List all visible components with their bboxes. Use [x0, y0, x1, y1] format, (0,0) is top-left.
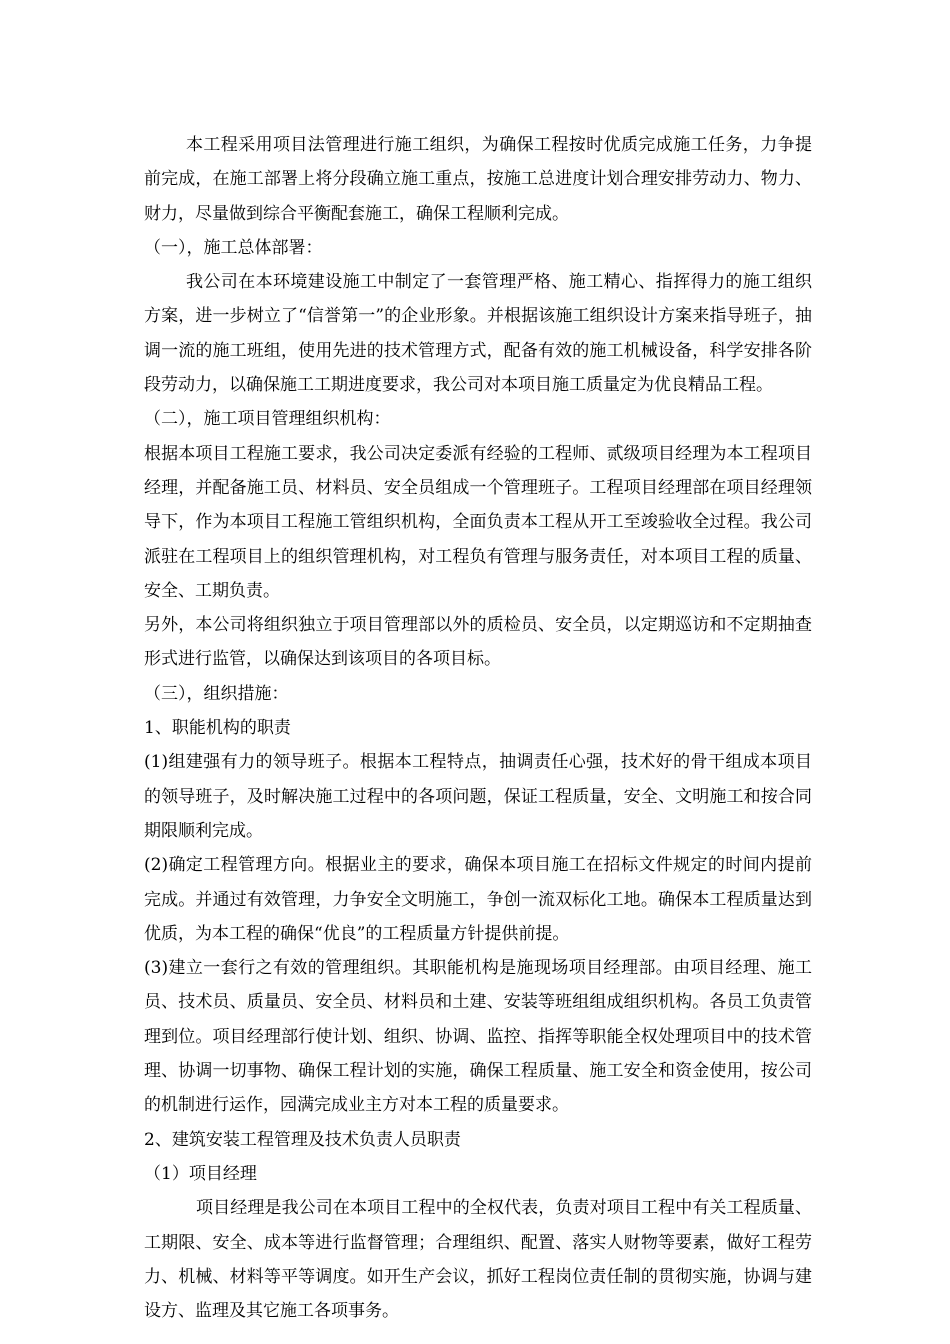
- intro-paragraph: 本工程采用项目法管理进行施工组织，为确保工程按时优质完成施工任务，力争提前完成，在施工部署上将分段确立施工重点，按施工总进度计划合理安排劳动力、物力、财力，尽量做到综合平衡配套施工，确保工程顺利完成。: [144, 135, 812, 224]
- duty-item-1: (1)组建强有力的领导班子。根据本工程特点，抽调责任心强，技术好的骨干组成本项目的领导班子，及时解决施工过程中的各项问题，保证工程质量，安全、文明施工和按合同期限顺利完成。: [144, 752, 812, 841]
- subheading-functional-duties: 1、职能机构的职责: [144, 718, 291, 739]
- duty-item-2: (2)确定工程管理方向。根据业主的要求，确保本项目施工在招标文件规定的时间内提前完成。并通过有效管理，力争安全文明施工，争创一流双标化工地。确保本工程质量达到优质，为本工程的确保“优良”的工程质量方针提供前提。: [144, 855, 812, 944]
- duty-item-3: (3)建立一套行之有效的管理组织。其职能机构是施现场项目经理部。由项目经理、施工员、技术员、质量员、安全员、材料员和土建、安装等班组组成组织机构。各员工负责管理到位。项目经理部行使计划、组织、协调、监控、指挥等职能全权处理项目中的技术管理、协调一切事物、确保工程计划的实施，确保工程质量、施工安全和资金使用，按公司的机制进行运作，园满完成业主方对本工程的质量要求。: [144, 958, 812, 1116]
- subheading-technical-staff-duties: 2、建筑安装工程管理及技术负责人员职责: [144, 1129, 461, 1150]
- management-organization-paragraph: 根据本项目工程施工要求，我公司决定委派有经验的工程师、贰级项目经理为本工程项目经理，并配备施工员、材料员、安全员组成一个管理班子。工程项目经理部在项目经理领导下，作为本项目工程施工管组织机构，全面负责本工程从开工至竣验收全过程。我公司派驻在工程项目上的组织管理机构，对工程负有管理与服务责任，对本项目工程的质量、安全、工期负责。: [144, 443, 812, 601]
- subheading-project-manager: （1）项目经理: [144, 1163, 257, 1184]
- section-heading-overall-deployment: （一），施工总体部署：: [144, 237, 323, 258]
- project-manager-paragraph: 项目经理是我公司在本项目工程中的全权代表，负责对项目工程中有关工程质量、工期限、安全、成本等进行监督管理；合理组织、配置、落实人财物等要素，做好工程劳力、机械、材料等平等调度。如开生产会议，抓好工程岗位责任制的贯彻实施，协调与建设方、监理及其它施工各项事务。: [144, 1198, 812, 1322]
- section-heading-management-organization: （二），施工项目管理组织机构：: [144, 409, 391, 430]
- overall-deployment-paragraph: 我公司在本环境建设施工中制定了一套管理严格、施工精心、指挥得力的施工组织方案，进一步树立了“信誉第一”的企业形象。并根据该施工组织设计方案来指导班子，抽调一流的施工班组，使用先进的技术管理方式，配备有效的施工机械设备，科学安排各阶段劳动力，以确保施工工期进度要求，我公司对本项目施工质量定为优良精品工程。: [144, 272, 812, 396]
- supervision-paragraph: 另外，本公司将组织独立于项目管理部以外的质检员、安全员，以定期巡访和不定期抽查形式进行监管，以确保达到该项目的各项目标。: [144, 615, 812, 670]
- section-heading-organizational-measures: （三），组织措施：: [144, 683, 289, 704]
- document-body: [144, 128, 812, 1328]
